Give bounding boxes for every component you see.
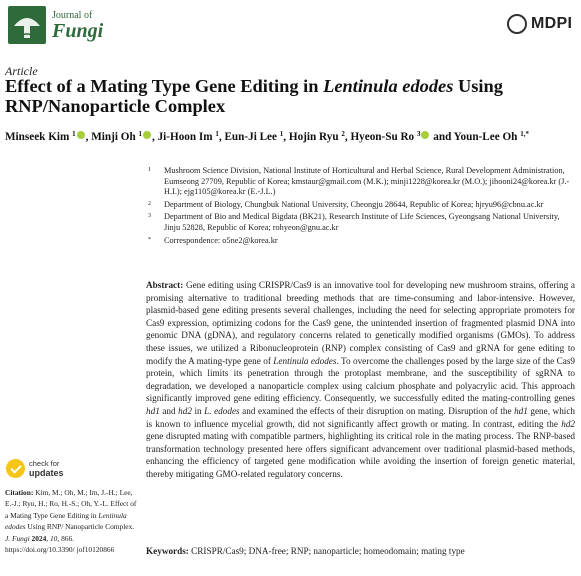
paper-title [5,76,575,116]
orcid-icon[interactable] [77,131,85,139]
orcid-icon[interactable] [143,131,151,139]
citation-text: Lentinula edodes [5,510,127,532]
abstract-text: and examined the effects of their disruption on mating. Disruption of the [239,405,515,416]
abstract-text: in [191,405,205,416]
abstract-text: . To overcome the challenges posed by the large size of the Cas9 protein, which limits its penetration through the protoplast membrane, and the susceptibility of sgRNA to degradation, we developed a nanoparticle complex using calcium phosphate and polyacrylic acid. This approach significantly improved gene editing efficiency. Consequently, we successfully edited the mating-controlling genes [146,355,575,404]
citation-text: , 866. https://doi.org/10.3390/ jof10120866 [5,533,115,555]
author-name: Minseek Kim [5,131,73,143]
abstract-text: hd2 [561,418,575,429]
author-name: Eun-Ji Lee [224,131,280,143]
author-affiliation-mark: 1,* [520,130,529,138]
publisher-logo [507,14,573,36]
citation-text: Kim, M.; Oh, M.; Im, J.-H.; Lee, E.-J.; Ryu, H.; Ro, H.-S.; Oh, Y.-L. Effect of a Mating Type Gene Editing in [5,488,137,520]
author-name: Hyeon-Su Ro [350,131,417,143]
abstract-body [146,280,575,479]
abstract-text: and [159,405,179,416]
author-affiliation-mark: 1 [138,130,142,138]
affiliation-item [146,200,576,211]
affiliation-item [146,236,576,247]
publisher-name: MDPI [531,15,573,32]
author-name: Hojin Ryu [288,131,342,143]
author-name: Ji-Hoon Im [157,131,216,143]
fungi-logo-icon [8,6,46,44]
author-list: Minseek Kim $^1$ , Minji Oh $^1$ , Ji-Hoon Im $^1$, Eun-Ji Lee $^1$, Hojin Ryu $^2$, Hyeon-Su Ro $^3$ and Youn-Lee Oh $^{1,*}$ [5,130,529,143]
affiliation-number: 2 [148,200,151,207]
abstract [146,279,575,481]
updates-line2: updates [29,468,64,478]
title-part: Using RNP/Nanoparticle Complex [5,76,503,116]
author-affiliation-mark: 1 [279,130,284,138]
affiliation-text: Department of Biology, Chungbuk National University, Cheongju 28644, Republic of Korea; hjryu96@cbnu.ac.kr [164,199,544,209]
abstract-text: hd1 [146,405,160,416]
check-for-updates[interactable] [6,457,76,481]
journal-of-label: Journal of [52,10,93,21]
orcid-icon[interactable] [421,131,429,139]
keywords-text: CRISPR/Cas9; DNA-free; RNP; nanoparticle; homeodomain; mating type [188,546,465,556]
title-part: Effect of a Mating Type Gene Editing in [5,76,324,96]
author-name: Minji Oh [91,131,139,143]
citation-label: Citation: [5,488,34,497]
affiliation-text: Department of Bio and Medical Bigdata (BK21), Research Institute of Life Sciences, Gyeongsang National University, Jinju 52828, Republic of Korea; rohyeon@gnu.ac.kr [164,212,560,232]
citation-text: 2024 [31,533,47,543]
affiliation-item [146,166,576,198]
journal-name: Fungi [52,20,104,42]
keywords [146,545,575,557]
keywords-label: Keywords: [146,546,189,556]
title-species: Lentinula edodes [323,76,454,96]
affiliation-text: Correspondence: o5ne2@korea.kr [164,235,278,245]
citation-text: J. Fungi [5,533,30,543]
abstract-text: gene disrupted mating with compatible partners, highlighting its critical role in the mating process. The RNP-based transformation technology presented here offers significant advancement over traditional plasmid-based methods, enhancing the efficiency of targeted gene modification while avoiding the insertion of foreign genetic material, thereby mitigating GMO-related regulatory concerns. [146,431,575,479]
abstract-text: gene, which is known to influence mycelial growth, did not significantly affect growth or mating. In contrast, editing the [146,405,576,429]
author-affiliation-mark: 2 [341,130,345,138]
author-affiliation-mark: 1 [72,130,76,138]
abstract-text: hd1 [514,405,528,416]
affiliation-number: 1 [148,167,151,173]
article-type: Article [5,64,38,78]
citation-text: 10 [49,533,58,543]
citation [5,487,137,555]
citation-text: Using RNP/ Nanoparticle Complex. [25,522,135,532]
author-name: Youn-Lee Oh [453,131,521,143]
citation-text: , [46,533,50,543]
affiliation-text: Mushroom Science Division, National Institute of Horticultural and Herbal Science, Rural Development Administration, Eumseong 27709, Republic of Korea; kmstaur@gmail.com (M.K.); minji1228@korea.kr (M.O.); jihooni24@korea.kr (J.-H.I.); ejg1105@korea.kr (E.-J.L.) [164,166,570,197]
updates-line1: check for [29,459,60,468]
affiliations [146,166,576,248]
abstract-text: hd2 [178,405,192,416]
author-affiliation-mark: 3 [416,130,421,138]
abstract-text: Gene editing using CRISPR/Cas9 is an innovative tool for developing new mushroom strains, offering a promising alternative to traditional breeding methods that are time-consuming and labor-intensive. However, plasmid-based gene editing presents several challenges, including the need for selecting appropriate promoters for Cas9 expression, optimizing codons for the Cas9 gene, the unintended insertion of fragmented plasmid DNA into genomic DNA (gDNA), and regulatory concerns related to genetically modified organisms (GMOs). To address these issues, we utilized a Ribonucleoprotein (RNP) complex consisting of Cas9 and gRNA for gene editing to modify the A mating-type gene of [146,280,575,366]
abstract-text: Lentinula edodes [273,355,337,366]
abstract-label: Abstract: [146,280,184,290]
affiliation-number: 3 [148,213,151,220]
check-updates-icon [6,459,25,478]
affiliation-number: * [148,236,151,243]
affiliation-item [146,212,576,233]
citation-body [5,488,136,554]
abstract-text: L. edodes [204,405,240,416]
mdpi-circle-icon [507,14,527,34]
author-affiliation-mark: 1 [215,130,219,138]
journal-logo [8,6,118,46]
